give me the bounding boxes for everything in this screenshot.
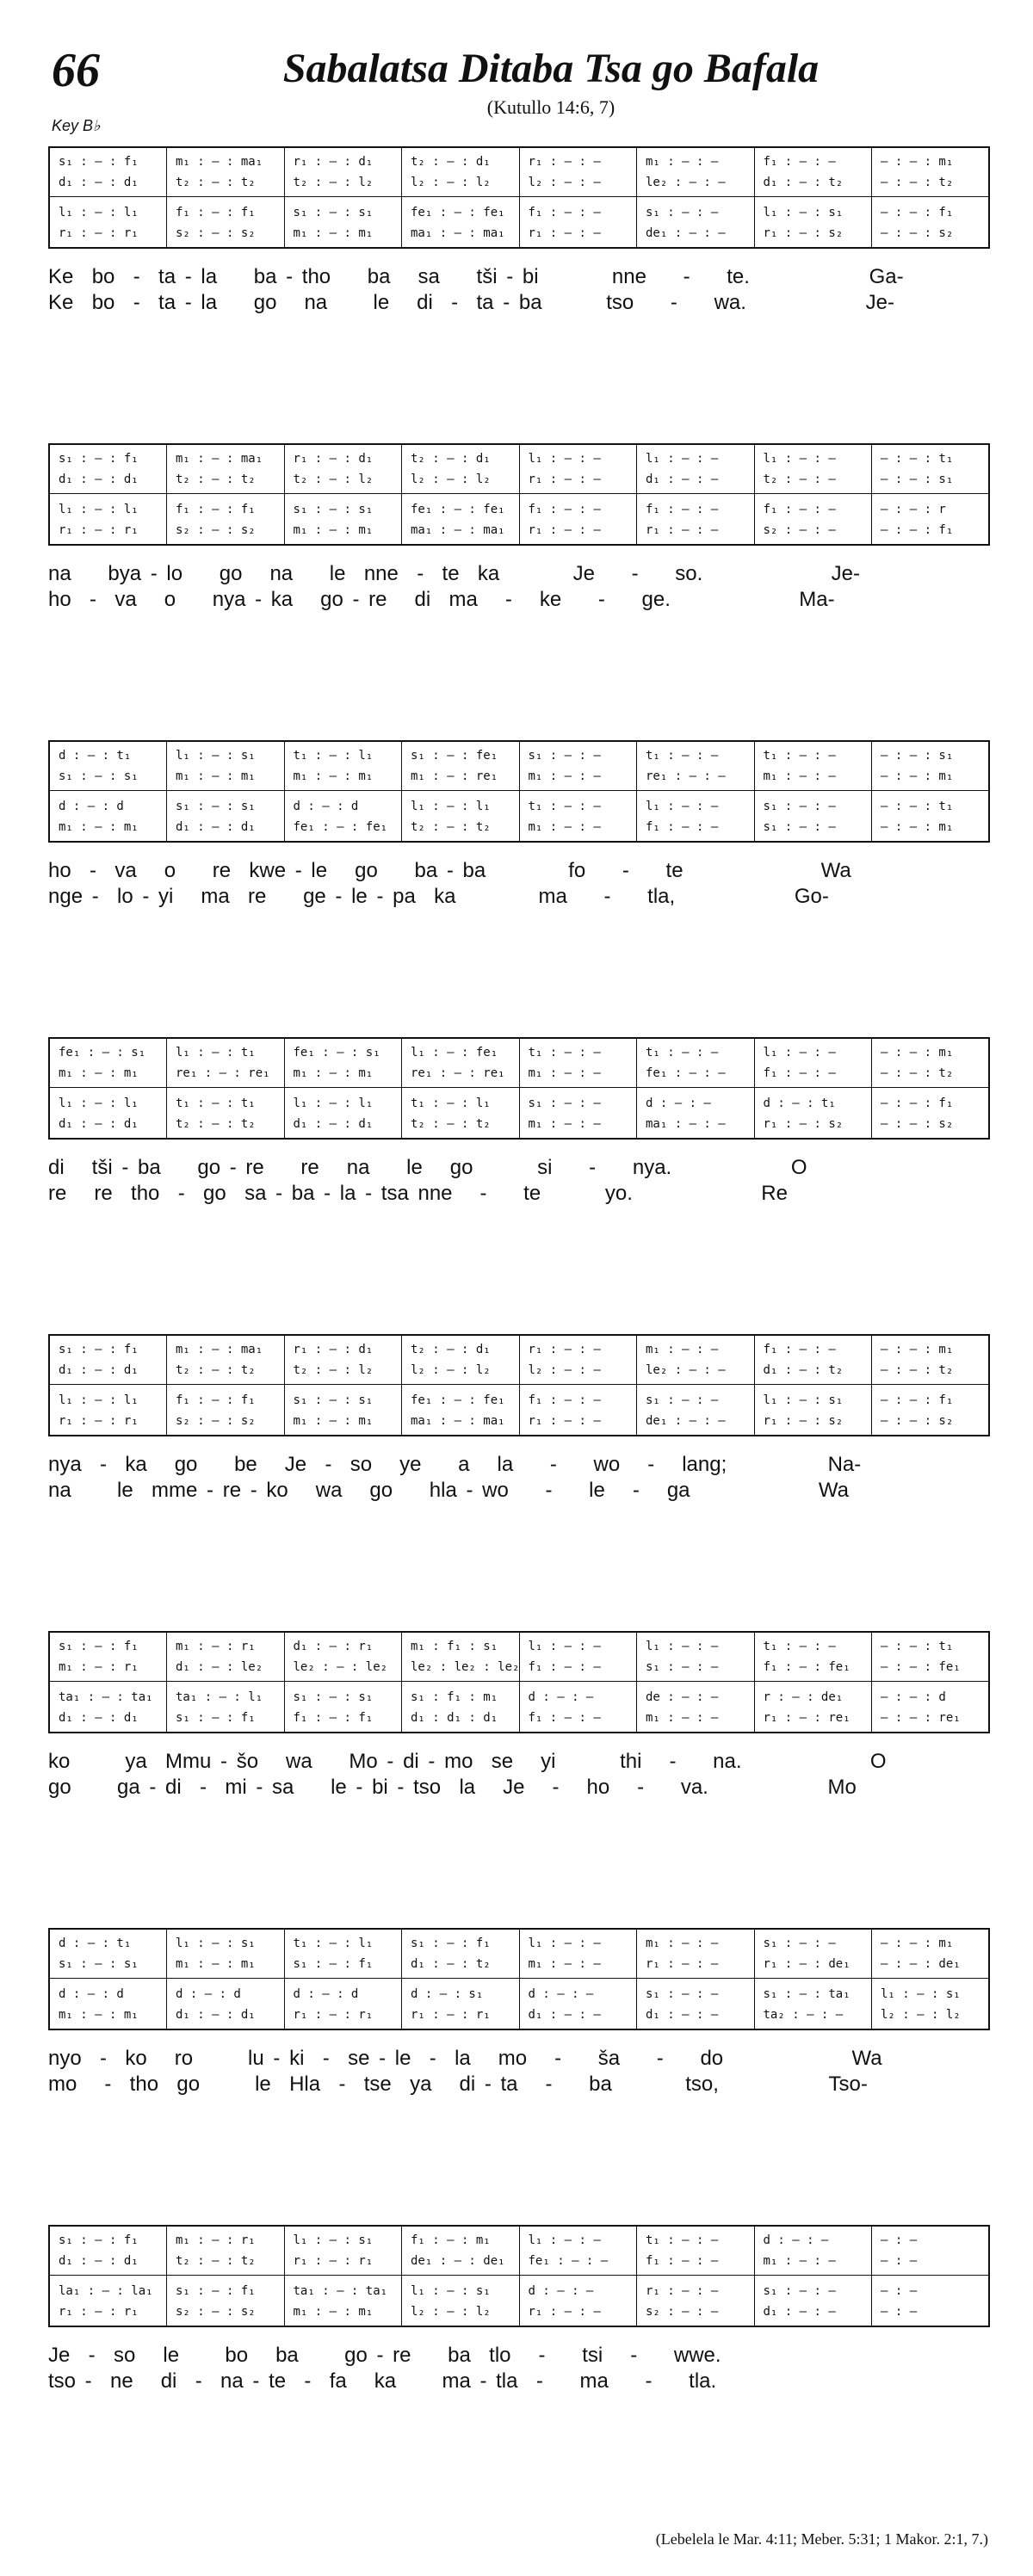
measure-cell: f₁ : – : f₁ s₂ : – : s₂: [167, 1385, 285, 1436]
lyric-line: nya - ka go be Je - so ye a la - wo - lang; Na-: [48, 1453, 862, 1476]
measure-cell: s₁ : – : – d₁ : – : –: [637, 1979, 755, 2030]
measure-cell: l₁ : – : l₁ r₁ : – : r₁: [59, 1393, 139, 1428]
measure-cell: r₁ : – : – l₂ : – : –: [519, 1335, 637, 1385]
hymn-title: Sabalatsa Ditaba Tsa go Bafala: [282, 46, 820, 91]
lyric-line: Je - so le bo ba go - re ba tlo - tsi - wwe.: [48, 2344, 721, 2367]
lyric-line: Ke bo - ta - la ba - tho ba sa tši - bi nne - te. Ga-: [48, 265, 904, 288]
score-system: [48, 1037, 990, 1207]
measure-cell: l₁ : – : fe₁ re₁ : – : re₁: [402, 1038, 520, 1088]
measure-cell: d : – : – m₁ : – : –: [754, 2226, 872, 2276]
measure-cell: la₁ : – : la₁ r₁ : – : r₁: [59, 2284, 153, 2319]
measure-cell: – : – : f₁ – : – : s₂: [872, 197, 990, 249]
measure-cell: s₁ : – : s₁ f₁ : – : f₁: [284, 1682, 402, 1733]
lyric-line: re re tho - go sa - ba - la - tsa nne - te yo. Re: [48, 1182, 788, 1205]
measure-cell: – : – : m₁ – : – : t₂: [872, 1335, 990, 1385]
measure-cell: m₁ : – : r₁ t₂ : – : t₂: [167, 2226, 285, 2276]
lyric-line: nge - lo - yi ma re ge - le - pa ka ma - tla, Go-: [48, 885, 829, 908]
measure-cell: – : – – : –: [872, 2276, 990, 2327]
measure-cell: – : – : m₁ – : – : t₂: [872, 147, 990, 197]
key-signature: Key B♭: [52, 117, 101, 134]
measure-cell: f₁ : – : – r₁ : – : –: [519, 494, 637, 546]
measure-cell: d : – : d fe₁ : – : fe₁: [284, 791, 402, 843]
measure-cell: l₁ : – : l₁ r₁ : – : r₁: [59, 503, 139, 537]
measure-cell: r₁ : – : d₁ t₂ : – : l₂: [284, 147, 402, 197]
measure-cell: ta₁ : – : l₁ s₁ : – : f₁: [167, 1682, 285, 1733]
upper-voices-row: [49, 444, 989, 494]
measure-cell: f₁ : – : – d₁ : – : t₂: [754, 1335, 872, 1385]
score-staff: [48, 146, 990, 249]
measure-cell: – : – : m₁ – : – : de₁: [872, 1929, 990, 1979]
measure-cell: l₁ : – : s₁ l₂ : – : l₂: [402, 2276, 520, 2327]
lower-voices-row: [49, 1088, 989, 1140]
measure-cell: fe₁ : – : fe₁ ma₁ : – : ma₁: [402, 494, 520, 546]
measure-cell: l₁ : – : – f₁ : – : –: [637, 791, 755, 843]
measure-cell: l₁ : – : l₁ r₁ : – : r₁: [59, 206, 139, 240]
score-system: [48, 146, 990, 316]
measure-cell: l₁ : – : – f₁ : – : –: [754, 1038, 872, 1088]
measure-cell: l₁ : – : – d₁ : – : –: [637, 444, 755, 494]
measure-cell: s₁ : – : – m₁ : – : –: [519, 741, 637, 791]
measure-cell: f₁ : – : – d₁ : – : t₂: [754, 147, 872, 197]
measure-cell: m₁ : – : ma₁ t₂ : – : t₂: [167, 147, 285, 197]
lyric-line: na bya - lo go na le nne - te ka Je - so. Je-: [48, 562, 860, 585]
measure-cell: fe₁ : – : fe₁ ma₁ : – : ma₁: [402, 197, 520, 249]
measure-cell: l₁ : – : – fe₁ : – : –: [519, 2226, 637, 2276]
measure-cell: r : – : de₁ r₁ : – : re₁: [754, 1682, 872, 1733]
measure-cell: s₁ : – : – de₁ : – : –: [637, 1385, 755, 1436]
score-staff: [48, 1334, 990, 1436]
measure-cell: ta₁ : – : ta₁ m₁ : – : m₁: [284, 2276, 402, 2327]
measure-cell: t₁ : – : – m₁ : – : –: [754, 741, 872, 791]
measure-cell: t₁ : – : – m₁ : – : –: [519, 791, 637, 843]
upper-voices-row: [49, 1038, 989, 1088]
lyric-line: ho - va o nya - ka go - re di ma - ke - ge. Ma-: [48, 588, 835, 611]
measure-cell: l₁ : – : t₁ re₁ : – : re₁: [167, 1038, 285, 1088]
lower-voices-row: [49, 1385, 989, 1436]
measure-cell: d : – : – d₁ : – : –: [519, 1979, 637, 2030]
score-staff: [48, 2225, 990, 2327]
lyric-line: na le mme - re - ko wa go hla - wo - le - ga Wa: [48, 1479, 849, 1502]
measure-cell: – : – : m₁ – : – : t₂: [872, 1038, 990, 1088]
measure-cell: f₁ : – : – r₁ : – : –: [519, 197, 637, 249]
measure-cell: s₁ : – : f₁ d₁ : – : t₂: [402, 1929, 520, 1979]
measure-cell: l₁ : – : l₁ t₂ : – : t₂: [402, 791, 520, 843]
measure-cell: s₁ : – : – r₁ : – : de₁: [754, 1929, 872, 1979]
measure-cell: s₁ : – : ta₁ ta₂ : – : –: [754, 1979, 872, 2030]
measure-cell: t₁ : – : – f₁ : – : –: [637, 2226, 755, 2276]
measure-cell: t₁ : – : t₁ t₂ : – : t₂: [167, 1088, 285, 1140]
lower-voices-row: [49, 2276, 989, 2327]
measure-cell: s₁ : – : s₁ m₁ : – : m₁: [284, 494, 402, 546]
scripture-reference: (Kutullo 14:6, 7): [486, 96, 615, 118]
measure-cell: f₁ : – : m₁ de₁ : – : de₁: [402, 2226, 520, 2276]
measure-cell: s₁ : – : s₁ m₁ : – : m₁: [284, 197, 402, 249]
lyric-line: di tši - ba go - re re na le go si - nya. O: [48, 1156, 807, 1179]
measure-cell: f₁ : – : – r₁ : – : –: [519, 1385, 637, 1436]
measure-cell: d : – : d m₁ : – : m₁: [59, 800, 139, 834]
lower-voices-row: [49, 1682, 989, 1733]
measure-cell: – : – : s₁ – : – : m₁: [872, 741, 990, 791]
measure-cell: m₁ : – : r₁ d₁ : – : le₂: [167, 1632, 285, 1682]
measure-cell: s₁ : – : fe₁ m₁ : – : re₁: [402, 741, 520, 791]
measure-cell: t₁ : – : – fe₁ : – : –: [637, 1038, 755, 1088]
measure-cell: l₁ : – : s₁ r₁ : – : s₂: [754, 197, 872, 249]
lyric-line: tso - ne di - na - te - fa ka ma - tla - ma - tla.: [48, 2369, 717, 2393]
measure-cell: d : – : t₁ r₁ : – : s₂: [754, 1088, 872, 1140]
measure-cell: r₁ : – : – l₂ : – : –: [519, 147, 637, 197]
measure-cell: r₁ : – : – s₂ : – : –: [637, 2276, 755, 2327]
measure-cell: l₁ : – : – s₁ : – : –: [637, 1632, 755, 1682]
lyric-line: mo - tho go le Hla - tse ya di - ta - ba tso, Tso-: [48, 2073, 868, 2096]
measure-cell: l₁ : – : – r₁ : – : –: [519, 444, 637, 494]
score-staff: [48, 1631, 990, 1733]
score-system: [48, 1631, 990, 1801]
measure-cell: – : – : t₁ – : – : s₁: [872, 444, 990, 494]
lower-voices-row: [49, 1979, 989, 2030]
measure-cell: m₁ : – : ma₁ t₂ : – : t₂: [167, 1335, 285, 1385]
score-system: [48, 443, 990, 613]
measure-cell: d : – : – ma₁ : – : –: [637, 1088, 755, 1140]
measure-cell: m₁ : – : – le₂ : – : –: [637, 147, 755, 197]
lower-voices-row: [49, 791, 989, 843]
measure-cell: l₁ : – : s₁ r₁ : – : s₂: [754, 1385, 872, 1436]
measure-cell: – : – – : –: [872, 2226, 990, 2276]
measure-cell: s₁ : – : – m₁ : – : –: [519, 1088, 637, 1140]
measure-cell: t₁ : – : l₁ s₁ : – : f₁: [284, 1929, 402, 1979]
hymn-number: 66: [52, 44, 100, 97]
measure-cell: d : – : d m₁ : – : m₁: [59, 1987, 139, 2022]
lyric-line: Ke bo - ta - la go na le di - ta - ba tso - wa. Je-: [48, 291, 894, 314]
measure-cell: r₁ : – : d₁ t₂ : – : l₂: [284, 444, 402, 494]
measure-cell: m₁ : – : – r₁ : – : –: [637, 1929, 755, 1979]
measure-cell: d : – : t₁ s₁ : – : s₁: [49, 1929, 167, 1979]
measure-cell: – : – : r – : – : f₁: [872, 494, 990, 546]
measure-cell: l₁ : – : l₁ d₁ : – : d₁: [284, 1088, 402, 1140]
measure-cell: t₂ : – : d₁ l₂ : – : l₂: [402, 147, 520, 197]
upper-voices-row: [49, 1335, 989, 1385]
upper-voices-row: [49, 1632, 989, 1682]
score-staff: [48, 740, 990, 843]
measure-cell: s₁ : – : f₁ s₂ : – : s₂: [167, 2276, 285, 2327]
measure-cell: fe₁ : – : s₁ m₁ : – : m₁: [49, 1038, 167, 1088]
measure-cell: s₁ : – : s₁ d₁ : – : d₁: [167, 791, 285, 843]
measure-cell: s₁ : – : f₁ d₁ : – : d₁: [49, 2226, 167, 2276]
measure-cell: s₁ : – : f₁ d₁ : – : d₁: [49, 1335, 167, 1385]
measure-cell: l₁ : – : l₁ d₁ : – : d₁: [59, 1096, 139, 1131]
measure-cell: s₁ : – : s₁ m₁ : – : m₁: [284, 1385, 402, 1436]
measure-cell: t₁ : – : l₁ t₂ : – : t₂: [402, 1088, 520, 1140]
measure-cell: t₁ : – : – m₁ : – : –: [519, 1038, 637, 1088]
measure-cell: fe₁ : – : s₁ m₁ : – : m₁: [284, 1038, 402, 1088]
upper-voices-row: [49, 2226, 989, 2276]
measure-cell: m₁ : f₁ : s₁ le₂ : le₂ : le₂: [402, 1632, 520, 1682]
measure-cell: s₁ : – : – de₁ : – : –: [637, 197, 755, 249]
measure-cell: d : – : – r₁ : – : –: [519, 2276, 637, 2327]
measure-cell: d : – : d r₁ : – : r₁: [284, 1979, 402, 2030]
measure-cell: d₁ : – : r₁ le₂ : – : le₂: [284, 1632, 402, 1682]
measure-cell: s₁ : f₁ : m₁ d₁ : d₁ : d₁: [402, 1682, 520, 1733]
measure-cell: de : – : – m₁ : – : –: [637, 1682, 755, 1733]
measure-cell: m₁ : – : ma₁ t₂ : – : t₂: [167, 444, 285, 494]
upper-voices-row: [49, 147, 989, 197]
measure-cell: l₁ : – : s₁ m₁ : – : m₁: [167, 741, 285, 791]
measure-cell: fe₁ : – : fe₁ ma₁ : – : ma₁: [402, 1385, 520, 1436]
upper-voices-row: [49, 1929, 989, 1979]
score-system: [48, 1928, 990, 2097]
measure-cell: s₁ : – : f₁ d₁ : – : d₁: [49, 147, 167, 197]
measure-cell: – : – : f₁ – : – : s₂: [872, 1385, 990, 1436]
measure-cell: t₁ : – : – f₁ : – : fe₁: [754, 1632, 872, 1682]
measure-cell: t₂ : – : d₁ l₂ : – : l₂: [402, 444, 520, 494]
measure-cell: ta₁ : – : ta₁ d₁ : – : d₁: [59, 1690, 153, 1725]
measure-cell: f₁ : – : f₁ s₂ : – : s₂: [167, 197, 285, 249]
measure-cell: – : – : t₁ – : – : fe₁: [872, 1632, 990, 1682]
measure-cell: – : – : d – : – : re₁: [872, 1682, 990, 1733]
measure-cell: s₁ : – : f₁ d₁ : – : d₁: [49, 444, 167, 494]
measure-cell: – : – : t₁ – : – : m₁: [872, 791, 990, 843]
lyric-line: go ga - di - mi - sa le - bi - tso la Je - ho - va. Mo: [48, 1776, 857, 1799]
measure-cell: d : – : – f₁ : – : –: [519, 1682, 637, 1733]
measure-cell: l₁ : – : – m₁ : – : –: [519, 1929, 637, 1979]
measure-cell: d : – : t₁ s₁ : – : s₁: [49, 741, 167, 791]
measure-cell: s₁ : – : f₁ m₁ : – : r₁: [49, 1632, 167, 1682]
measure-cell: f₁ : – : – s₂ : – : –: [754, 494, 872, 546]
lyric-line: nyo - ko ro lu - ki - se - le - la mo - ša - do Wa: [48, 2047, 882, 2070]
score-staff: [48, 443, 990, 546]
measure-cell: f₁ : – : – r₁ : – : –: [637, 494, 755, 546]
measure-cell: t₂ : – : d₁ l₂ : – : l₂: [402, 1335, 520, 1385]
measure-cell: s₁ : – : – d₁ : – : –: [754, 2276, 872, 2327]
measure-cell: t₁ : – : l₁ m₁ : – : m₁: [284, 741, 402, 791]
measure-cell: r₁ : – : d₁ t₂ : – : l₂: [284, 1335, 402, 1385]
measure-cell: l₁ : – : s₁ r₁ : – : r₁: [284, 2226, 402, 2276]
lower-voices-row: [49, 197, 989, 249]
upper-voices-row: [49, 741, 989, 791]
measure-cell: – : – : f₁ – : – : s₂: [872, 1088, 990, 1140]
score-staff: [48, 1928, 990, 2030]
score-system: [48, 1334, 990, 1504]
measure-cell: d : – : s₁ r₁ : – : r₁: [402, 1979, 520, 2030]
measure-cell: s₁ : – : – s₁ : – : –: [754, 791, 872, 843]
score-system: [48, 740, 990, 910]
measure-cell: t₁ : – : – re₁ : – : –: [637, 741, 755, 791]
measure-cell: l₁ : – : s₁ l₂ : – : l₂: [872, 1979, 990, 2030]
lyric-line: ko ya Mmu - šo wa Mo - di - mo se yi thi - na. O: [48, 1750, 887, 1773]
measure-cell: f₁ : – : f₁ s₂ : – : s₂: [167, 494, 285, 546]
measure-cell: l₁ : – : s₁ m₁ : – : m₁: [167, 1929, 285, 1979]
measure-cell: l₁ : – : – f₁ : – : –: [519, 1632, 637, 1682]
lyric-line: ho - va o re kwe - le go ba - ba fo - te Wa: [48, 859, 851, 882]
footnote-references: (Lebelela le Mar. 4:11; Meber. 5:31; 1 Makor. 2:1, 7.): [655, 2530, 988, 2548]
measure-cell: l₁ : – : – t₂ : – : –: [754, 444, 872, 494]
measure-cell: m₁ : – : – le₂ : – : –: [637, 1335, 755, 1385]
score-system: [48, 2225, 990, 2394]
measure-cell: d : – : d d₁ : – : d₁: [167, 1979, 285, 2030]
lower-voices-row: [49, 494, 989, 546]
score-staff: [48, 1037, 990, 1140]
